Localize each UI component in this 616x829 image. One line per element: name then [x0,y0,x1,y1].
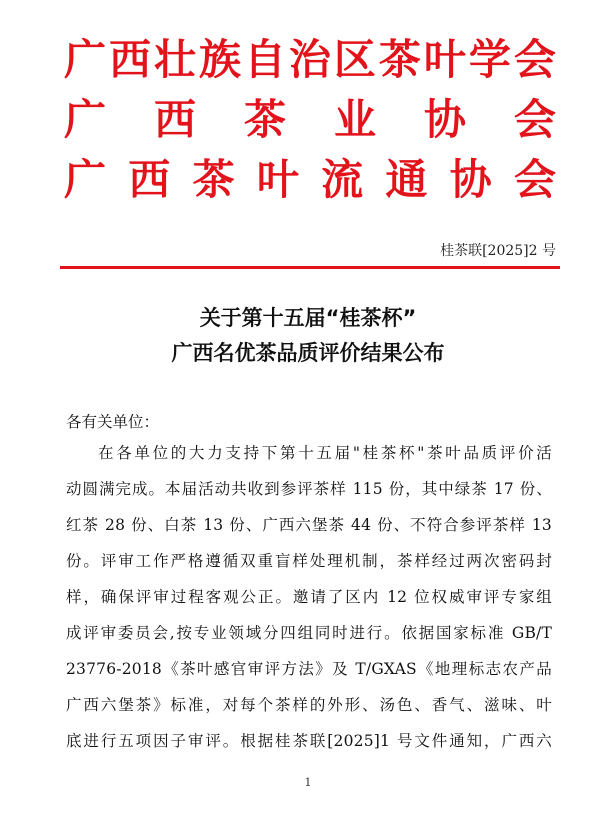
document-number: 桂茶联[2025]2 号 [440,243,556,259]
issuer-name: 广 西 壮 族 自 治 区 茶 叶 学 会 [64,35,556,84]
body-text-line: 份。评审工作严格遵循双重盲样处理机制，茶样经过两次密码封 [66,552,552,570]
document-title-line-2: 广西名优茶品质评价结果公布 [171,341,445,365]
issuer-name: 广 西 茶 叶 流 通 协 会 [64,155,556,204]
body-text-line: 动圆满完成。本届活动共收到参评茶样 115 份，其中绿茶 17 份、 [66,480,552,498]
body-text-line: 红茶 28 份、白茶 13 份、广西六堡茶 44 份、不符合参评茶样 13 [66,516,552,534]
body-text-line: 样，确保评审过程客观公正。邀请了区内 12 位权威审评专家组 [66,588,552,606]
document-title-line-1: 关于第十五届“桂茶杯” [199,306,417,330]
page-number: 1 [304,776,312,789]
body-text-line: 23776-2018《茶叶感官审评方法》及 T/GXAS《地理标志农产品 [66,660,552,678]
red-header-rule [60,266,560,269]
body-text-line: 成评审委员会,按专业领域分四组同时进行。依据国家标准 GB/T [66,624,552,642]
body-text-line: 在各单位的大力支持下第十五届"桂茶杯"茶叶品质评价活 [98,444,552,462]
issuer-header [64,30,556,210]
salutation: 各有关单位： [66,413,160,431]
body-text-line: 底进行五项因子审评。根据桂茶联[2025]1 号文件通知，广西六 [66,732,552,750]
issuer-name: 广 西 茶 业 协 会 [64,95,556,144]
body-text-line: 广西六堡茶》标准，对每个茶样的外形、汤色、香气、滋味、叶 [66,696,552,714]
